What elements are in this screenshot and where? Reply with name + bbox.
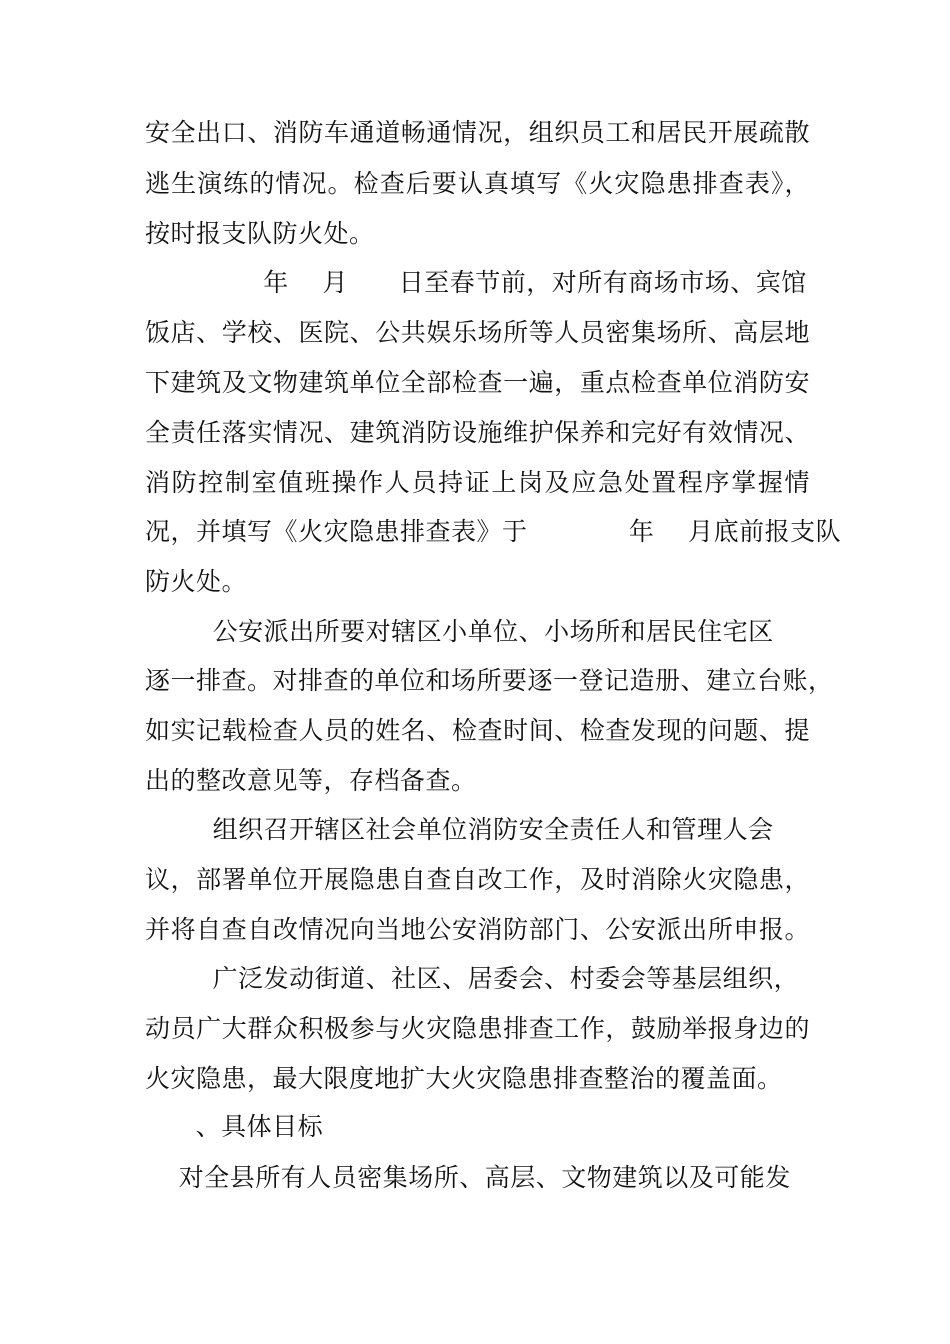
text-line: 公安派出所要对辖区小单位、小场所和居民住宅区 <box>145 617 774 646</box>
text-line: 出的整改意见等，存档备查。 <box>145 766 477 795</box>
text-line: 况，并填写《火灾隐患排查表》于 年 月底前报支队 <box>145 517 842 546</box>
text-line: 并将自查自改情况向当地公安消防部门、公安派出所申报。 <box>145 915 810 944</box>
text-line: 年 月 日至春节前，对所有商场市场、宾馆 <box>145 268 807 297</box>
text-line: 饭店、学校、医院、公共娱乐场所等人员密集场所、高层地 <box>145 318 810 347</box>
text-line: 逐一排查。对排查的单位和场所要逐一登记造册、建立台账， <box>145 666 834 695</box>
text-line: 防火处。 <box>145 567 248 596</box>
text-line: 逃生演练的情况。检查后要认真填写《火灾隐患排查表》， <box>145 169 810 198</box>
text-line: 对全县所有人员密集场所、高层、文物建筑以及可能发 <box>145 1163 791 1192</box>
text-line: 按时报支队防火处。 <box>145 219 375 248</box>
text-line: 下建筑及文物建筑单位全部检查一遍，重点检查单位消防安 <box>145 368 810 397</box>
text-line: 组织召开辖区社会单位消防安全责任人和管理人会 <box>145 815 774 844</box>
text-line: 广泛发动街道、社区、居委会、村委会等基层组织， <box>145 964 800 993</box>
text-line: 动员广大群众积极参与火灾隐患排查工作，鼓励举报身边的 <box>145 1014 810 1043</box>
text-line: 火灾隐患，最大限度地扩大火灾隐患排查整治的覆盖面。 <box>145 1064 783 1093</box>
text-line: 如实记载检查人员的姓名、检查时间、检查发现的问题、提 <box>145 716 810 745</box>
text-line: 全责任落实情况、建筑消防设施维护保养和完好有效情况、 <box>145 418 810 447</box>
section-heading: 、具体目标 <box>145 1112 324 1141</box>
text-line: 议，部署单位开展隐患自查自改工作，及时消除火灾隐患， <box>145 865 810 894</box>
text-line: 安全出口、消防车通道畅通情况，组织员工和居民开展疏散 <box>145 118 810 147</box>
text-line: 消防控制室值班操作人员持证上岗及应急处置程序掌握情 <box>145 468 810 497</box>
